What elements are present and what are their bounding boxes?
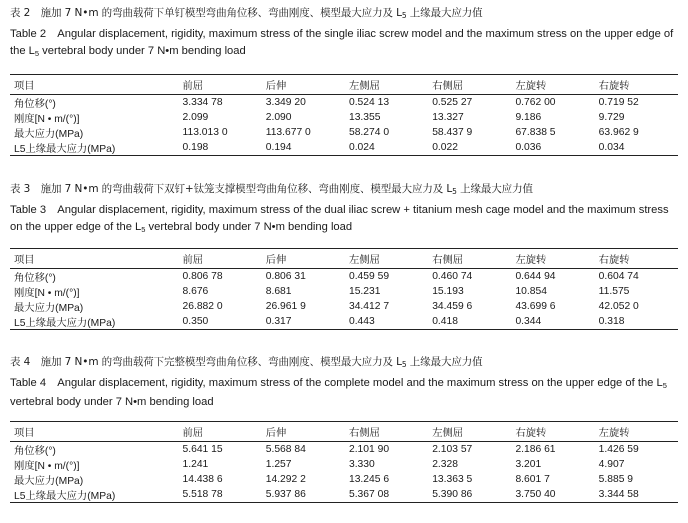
header-cell: 左侧屈 [345, 249, 428, 269]
header-cell: 右侧屈 [428, 249, 511, 269]
value-cell: 42.052 0 [598, 301, 639, 312]
value-cell: 5.937 86 [262, 487, 345, 503]
row-label-cell: 角位移(°) [14, 446, 56, 457]
row-label-cell: 刚度[N • m/(°)] [14, 461, 80, 472]
header-cell: 后伸 [262, 75, 345, 95]
table-2-caption-cn: 表 2 施加 7 N•m 的弯曲载荷下单钉模型弯曲角位移、弯曲刚度、模型最大应力及 $L_5$ 上缘最大应力值 [10, 7, 483, 20]
value-cell: 5.641 15 [182, 444, 223, 455]
value-cell: 0.644 94 [515, 271, 556, 282]
table-row [10, 140, 678, 156]
table-4-block [10, 355, 678, 503]
header-cell: 项目 [10, 249, 179, 269]
table-row [10, 269, 678, 285]
row-label-cell: L5上缘最大应力(MPa) [10, 314, 179, 330]
value-cell: 10.854 [515, 286, 547, 297]
value-cell: 58.274 0 [348, 127, 390, 138]
value-cell: 0.762 00 [515, 97, 556, 108]
table-3-caption-en: Table 3 Angular displacement, rigidity, maximum stress of the dual iliac screw + titanium mesh cage model and the maximum stress on the upper edge of the $L_5$ vertebral body under 7 N•m bending load [10, 204, 669, 234]
table-4-caption-cn: 表 4 施加 7 N•m 的弯曲载荷下完整模型弯曲角位移、弯曲刚度、模型最大应力及 $L_5$ 上缘最大应力值 [10, 356, 483, 369]
value-cell: 0.719 52 [598, 97, 639, 108]
value-cell: 8.681 [265, 286, 292, 297]
table-3-block [10, 182, 678, 330]
row-label-cell: 刚度[N • m/(°)] [14, 288, 80, 299]
value-cell: 3.334 78 [182, 97, 223, 108]
value-cell: 0.036 [511, 140, 594, 156]
value-cell: 0.443 [345, 314, 428, 330]
table-header-row [10, 249, 678, 269]
value-cell: 5.367 08 [345, 487, 428, 503]
value-cell: 0.318 [595, 314, 678, 330]
row-label-cell: 角位移(°) [14, 273, 56, 284]
header-cell: 右旋转 [511, 422, 594, 442]
table-row [10, 125, 678, 140]
value-cell: 0.344 [511, 314, 594, 330]
header-cell: 项目 [10, 75, 179, 95]
value-cell: 2.328 [432, 459, 458, 470]
value-cell: 3.201 [515, 459, 542, 470]
value-cell: 3.750 40 [511, 487, 594, 503]
row-label-cell: 最大应力(MPa) [14, 476, 84, 487]
value-cell: 0.194 [262, 140, 345, 156]
value-cell: 3.330 [348, 459, 375, 470]
value-cell: 13.363 5 [432, 474, 473, 485]
row-label-cell: 最大应力(MPa) [14, 303, 84, 314]
header-cell: 前屈 [179, 422, 262, 442]
header-cell: 项目 [10, 422, 179, 442]
value-cell: 0.525 27 [432, 97, 473, 108]
value-cell: 14.438 6 [182, 474, 223, 485]
row-label-cell: 最大应力(MPa) [14, 129, 84, 140]
value-cell: 13.245 6 [348, 474, 390, 485]
value-cell: 3.349 20 [265, 97, 306, 108]
value-cell: 0.350 [179, 314, 262, 330]
value-cell: 3.344 58 [595, 487, 678, 503]
table-2-caption-en: Table 2 Angular displacement, rigidity, maximum stress of the single iliac screw model and the maximum stress on the upper edge of the $L_5$ vertebral body under 7 N•m bending load [10, 28, 674, 58]
table-row [10, 95, 678, 111]
header-cell: 左侧屈 [428, 422, 511, 442]
value-cell: 67.838 5 [515, 127, 556, 138]
header-cell: 左侧屈 [345, 75, 428, 95]
header-cell: 右旋转 [595, 75, 678, 95]
row-label-cell: L5上缘最大应力(MPa) [10, 140, 179, 156]
value-cell: 0.198 [179, 140, 262, 156]
value-cell: 2.103 57 [432, 444, 473, 455]
value-cell: 1.426 59 [598, 444, 639, 455]
value-cell: 13.327 [432, 112, 464, 123]
value-cell: 1.257 [265, 459, 292, 470]
header-cell: 后伸 [262, 249, 345, 269]
value-cell: 2.099 [182, 112, 209, 123]
value-cell: 63.962 9 [598, 127, 639, 138]
value-cell: 15.231 [348, 286, 381, 297]
header-cell: 前屈 [179, 249, 262, 269]
value-cell: 5.518 78 [179, 487, 262, 503]
value-cell: 0.317 [262, 314, 345, 330]
table-4 [10, 421, 678, 503]
table-row [10, 487, 678, 503]
header-cell: 右旋转 [595, 249, 678, 269]
header-cell: 后伸 [262, 422, 345, 442]
table-row [10, 442, 678, 458]
value-cell: 0.524 13 [348, 97, 390, 108]
value-cell: 9.186 [515, 112, 542, 123]
value-cell: 0.022 [428, 140, 511, 156]
value-cell: 9.729 [598, 112, 625, 123]
value-cell: 8.601 7 [515, 474, 550, 485]
value-cell: 0.024 [345, 140, 428, 156]
value-cell: 0.418 [428, 314, 511, 330]
value-cell: 5.885 9 [598, 474, 634, 485]
value-cell: 113.013 0 [182, 127, 228, 138]
table-row [10, 457, 678, 472]
value-cell: 58.437 9 [432, 127, 473, 138]
value-cell: 8.676 [182, 286, 209, 297]
value-cell: 11.575 [598, 286, 630, 297]
value-cell: 1.241 [182, 459, 209, 470]
table-header-row [10, 422, 678, 442]
value-cell: 0.460 74 [432, 271, 473, 282]
row-label-cell: L5上缘最大应力(MPa) [10, 487, 179, 503]
value-cell: 2.090 [265, 112, 292, 123]
row-label-cell: 角位移(°) [14, 99, 56, 110]
header-cell: 右侧屈 [345, 422, 428, 442]
value-cell: 14.292 2 [265, 474, 306, 485]
table-row [10, 110, 678, 125]
table-3 [10, 248, 678, 330]
value-cell: 113.677 0 [265, 127, 311, 138]
value-cell: 2.101 90 [348, 444, 390, 455]
table-3-caption-cn: 表 3 施加 7 N•m 的弯曲载荷下双钉+钛笼支撑模型弯曲角位移、弯曲刚度、模型最大应力及 $L_5$ 上缘最大应力值 [10, 183, 533, 196]
table-row [10, 314, 678, 330]
value-cell: 2.186 61 [515, 444, 556, 455]
value-cell: 0.806 78 [182, 271, 223, 282]
table-4-caption-en: Table 4 Angular displacement, rigidity, maximum stress of the complete model and the maximum stress on the upper edge of the $L_5$ vertebral body under 7 N•m bending load [10, 377, 667, 408]
value-cell: 34.459 6 [432, 301, 473, 312]
value-cell: 0.034 [595, 140, 678, 156]
table-2 [10, 74, 678, 156]
table-2-block [10, 6, 678, 156]
value-cell: 0.459 59 [348, 271, 390, 282]
header-cell: 右侧屈 [428, 75, 511, 95]
row-label-cell: 刚度[N • m/(°)] [14, 114, 80, 125]
value-cell: 34.412 7 [348, 301, 390, 312]
value-cell: 4.907 [598, 459, 625, 470]
table-row [10, 284, 678, 299]
value-cell: 13.355 [348, 112, 381, 123]
value-cell: 26.882 0 [182, 301, 223, 312]
header-cell: 左旋转 [595, 422, 678, 442]
table-row [10, 299, 678, 314]
table-row [10, 472, 678, 487]
header-cell: 前屈 [179, 75, 262, 95]
header-cell: 左旋转 [511, 249, 594, 269]
value-cell: 43.699 6 [515, 301, 556, 312]
table-header-row [10, 75, 678, 95]
value-cell: 26.961 9 [265, 301, 306, 312]
value-cell: 5.390 86 [428, 487, 511, 503]
value-cell: 0.806 31 [265, 271, 306, 282]
value-cell: 5.568 84 [265, 444, 306, 455]
header-cell: 左旋转 [511, 75, 594, 95]
value-cell: 15.193 [432, 286, 464, 297]
value-cell: 0.604 74 [598, 271, 639, 282]
